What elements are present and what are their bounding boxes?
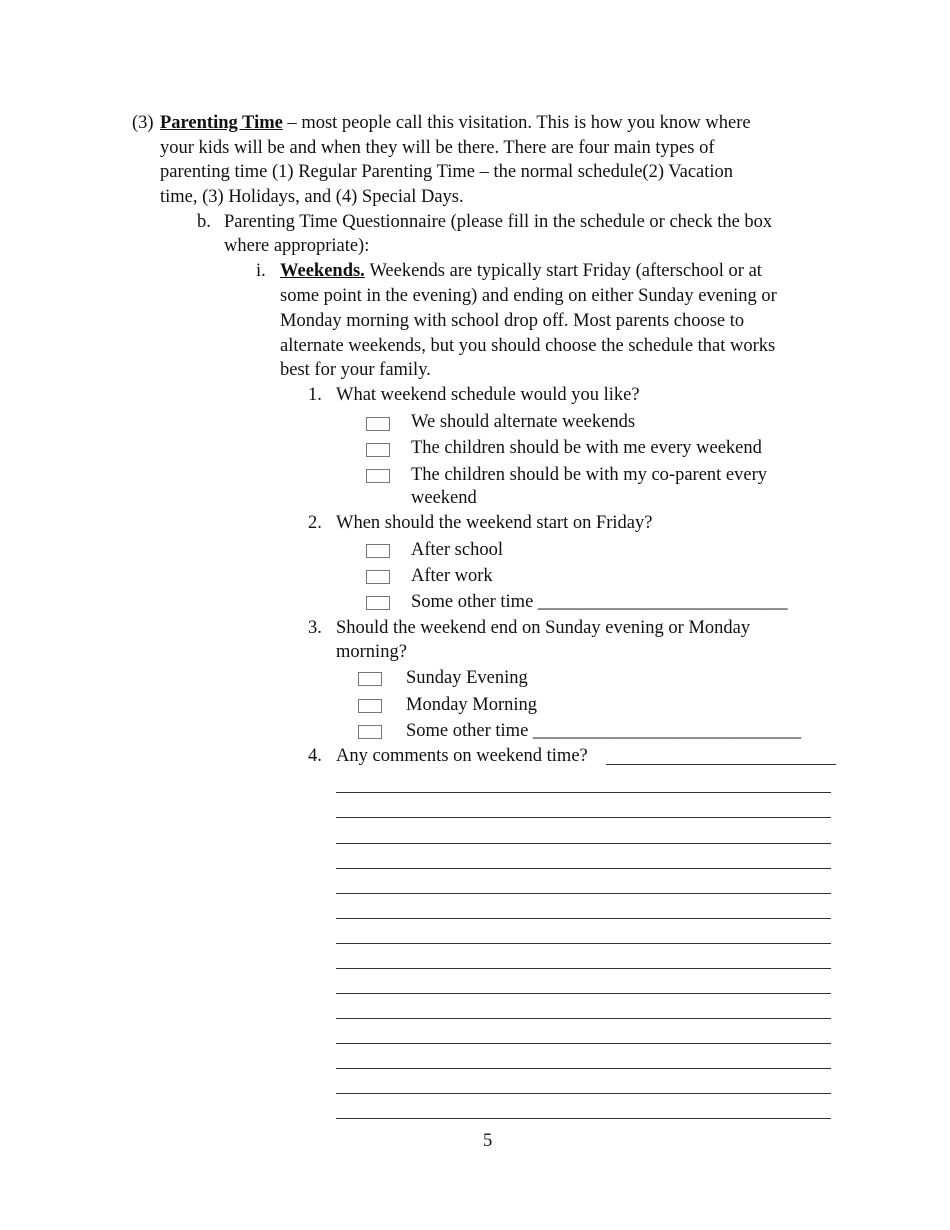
comments-line[interactable] [336, 868, 831, 869]
page-number: 5 [483, 1131, 493, 1151]
item-i-heading: Weekends. [280, 261, 365, 281]
item-i-text-1: Weekends are typically start Friday (afterschool or at [369, 261, 762, 281]
question-3-line-2: morning? [336, 642, 407, 662]
comments-line[interactable] [336, 893, 831, 894]
question-4-marker: 4. [308, 746, 322, 766]
section-intro-line-3: parenting time (1) Regular Parenting Time – the normal schedule(2) Vacation [160, 162, 734, 182]
item-i-line-5: best for your family. [280, 360, 431, 380]
comments-line[interactable] [336, 993, 831, 994]
option-after-school: After school [411, 540, 503, 560]
question-1-text: What weekend schedule would you like? [336, 385, 640, 405]
section-intro-line-4: time, (3) Holidays, and (4) Special Days. [160, 187, 464, 207]
option-start-other-time[interactable]: Some other time ___________________________ [411, 592, 788, 612]
question-3-marker: 3. [308, 618, 322, 638]
item-b-marker: b. [197, 212, 211, 232]
comments-line[interactable] [336, 792, 831, 793]
item-i-line-2: some point in the evening) and ending on either Sunday evening or [280, 286, 777, 306]
comments-line[interactable] [336, 1093, 831, 1094]
comments-line[interactable] [336, 1018, 831, 1019]
item-i-line-3: Monday morning with school drop off. Most parents choose to [280, 311, 745, 331]
comments-answer-line-inline[interactable] [606, 764, 836, 765]
checkbox-every-weekend-me[interactable] [366, 443, 390, 457]
section-intro-line-2: your kids will be and when they will be there. There are four main types of [160, 138, 715, 158]
item-i-line-1 [280, 259, 762, 284]
question-3-line-1: Should the weekend end on Sunday evening or Monday [336, 618, 751, 638]
comments-line[interactable] [336, 1118, 831, 1119]
item-b-line-1: Parenting Time Questionnaire (please fill in the schedule or check the box [224, 212, 773, 232]
checkbox-sunday-evening[interactable] [358, 672, 382, 686]
comments-line[interactable] [336, 817, 831, 818]
question-1-marker: 1. [308, 385, 322, 405]
option-end-other-time[interactable]: Some other time _____________________________ [406, 721, 802, 741]
option-alternate-weekends: We should alternate weekends [411, 412, 636, 432]
option-monday-morning: Monday Morning [406, 695, 538, 715]
item-b-line-2: where appropriate): [224, 236, 370, 256]
checkbox-start-other-time[interactable] [366, 596, 390, 610]
checkbox-after-school[interactable] [366, 544, 390, 558]
question-4-text: Any comments on weekend time? [336, 746, 588, 766]
section-intro-text-1: – most people call this visitation. This is how you know where [287, 113, 751, 133]
comments-line[interactable] [336, 943, 831, 944]
section-intro-line-1 [160, 111, 751, 136]
section-heading: Parenting Time [160, 113, 283, 133]
checkbox-end-other-time[interactable] [358, 725, 382, 739]
checkbox-after-work[interactable] [366, 570, 390, 584]
checkbox-monday-morning[interactable] [358, 699, 382, 713]
option-every-weekend-coparent-line-2: weekend [411, 488, 477, 508]
item-i-marker: i. [256, 261, 266, 281]
comments-line[interactable] [336, 918, 831, 919]
option-every-weekend-me: The children should be with me every weekend [411, 438, 762, 458]
question-2-marker: 2. [308, 513, 322, 533]
comments-line[interactable] [336, 968, 831, 969]
section-number: (3) [132, 113, 154, 133]
question-2-text: When should the weekend start on Friday? [336, 513, 653, 533]
option-every-weekend-coparent-line-1: The children should be with my co-parent every [411, 465, 768, 485]
option-after-work: After work [411, 566, 493, 586]
comments-line[interactable] [336, 843, 831, 844]
option-sunday-evening: Sunday Evening [406, 668, 528, 688]
comments-line[interactable] [336, 1043, 831, 1044]
comments-line[interactable] [336, 1068, 831, 1069]
checkbox-alternate-weekends[interactable] [366, 417, 390, 431]
item-i-line-4: alternate weekends, but you should choose the schedule that works [280, 336, 776, 356]
checkbox-every-weekend-coparent[interactable] [366, 469, 390, 483]
